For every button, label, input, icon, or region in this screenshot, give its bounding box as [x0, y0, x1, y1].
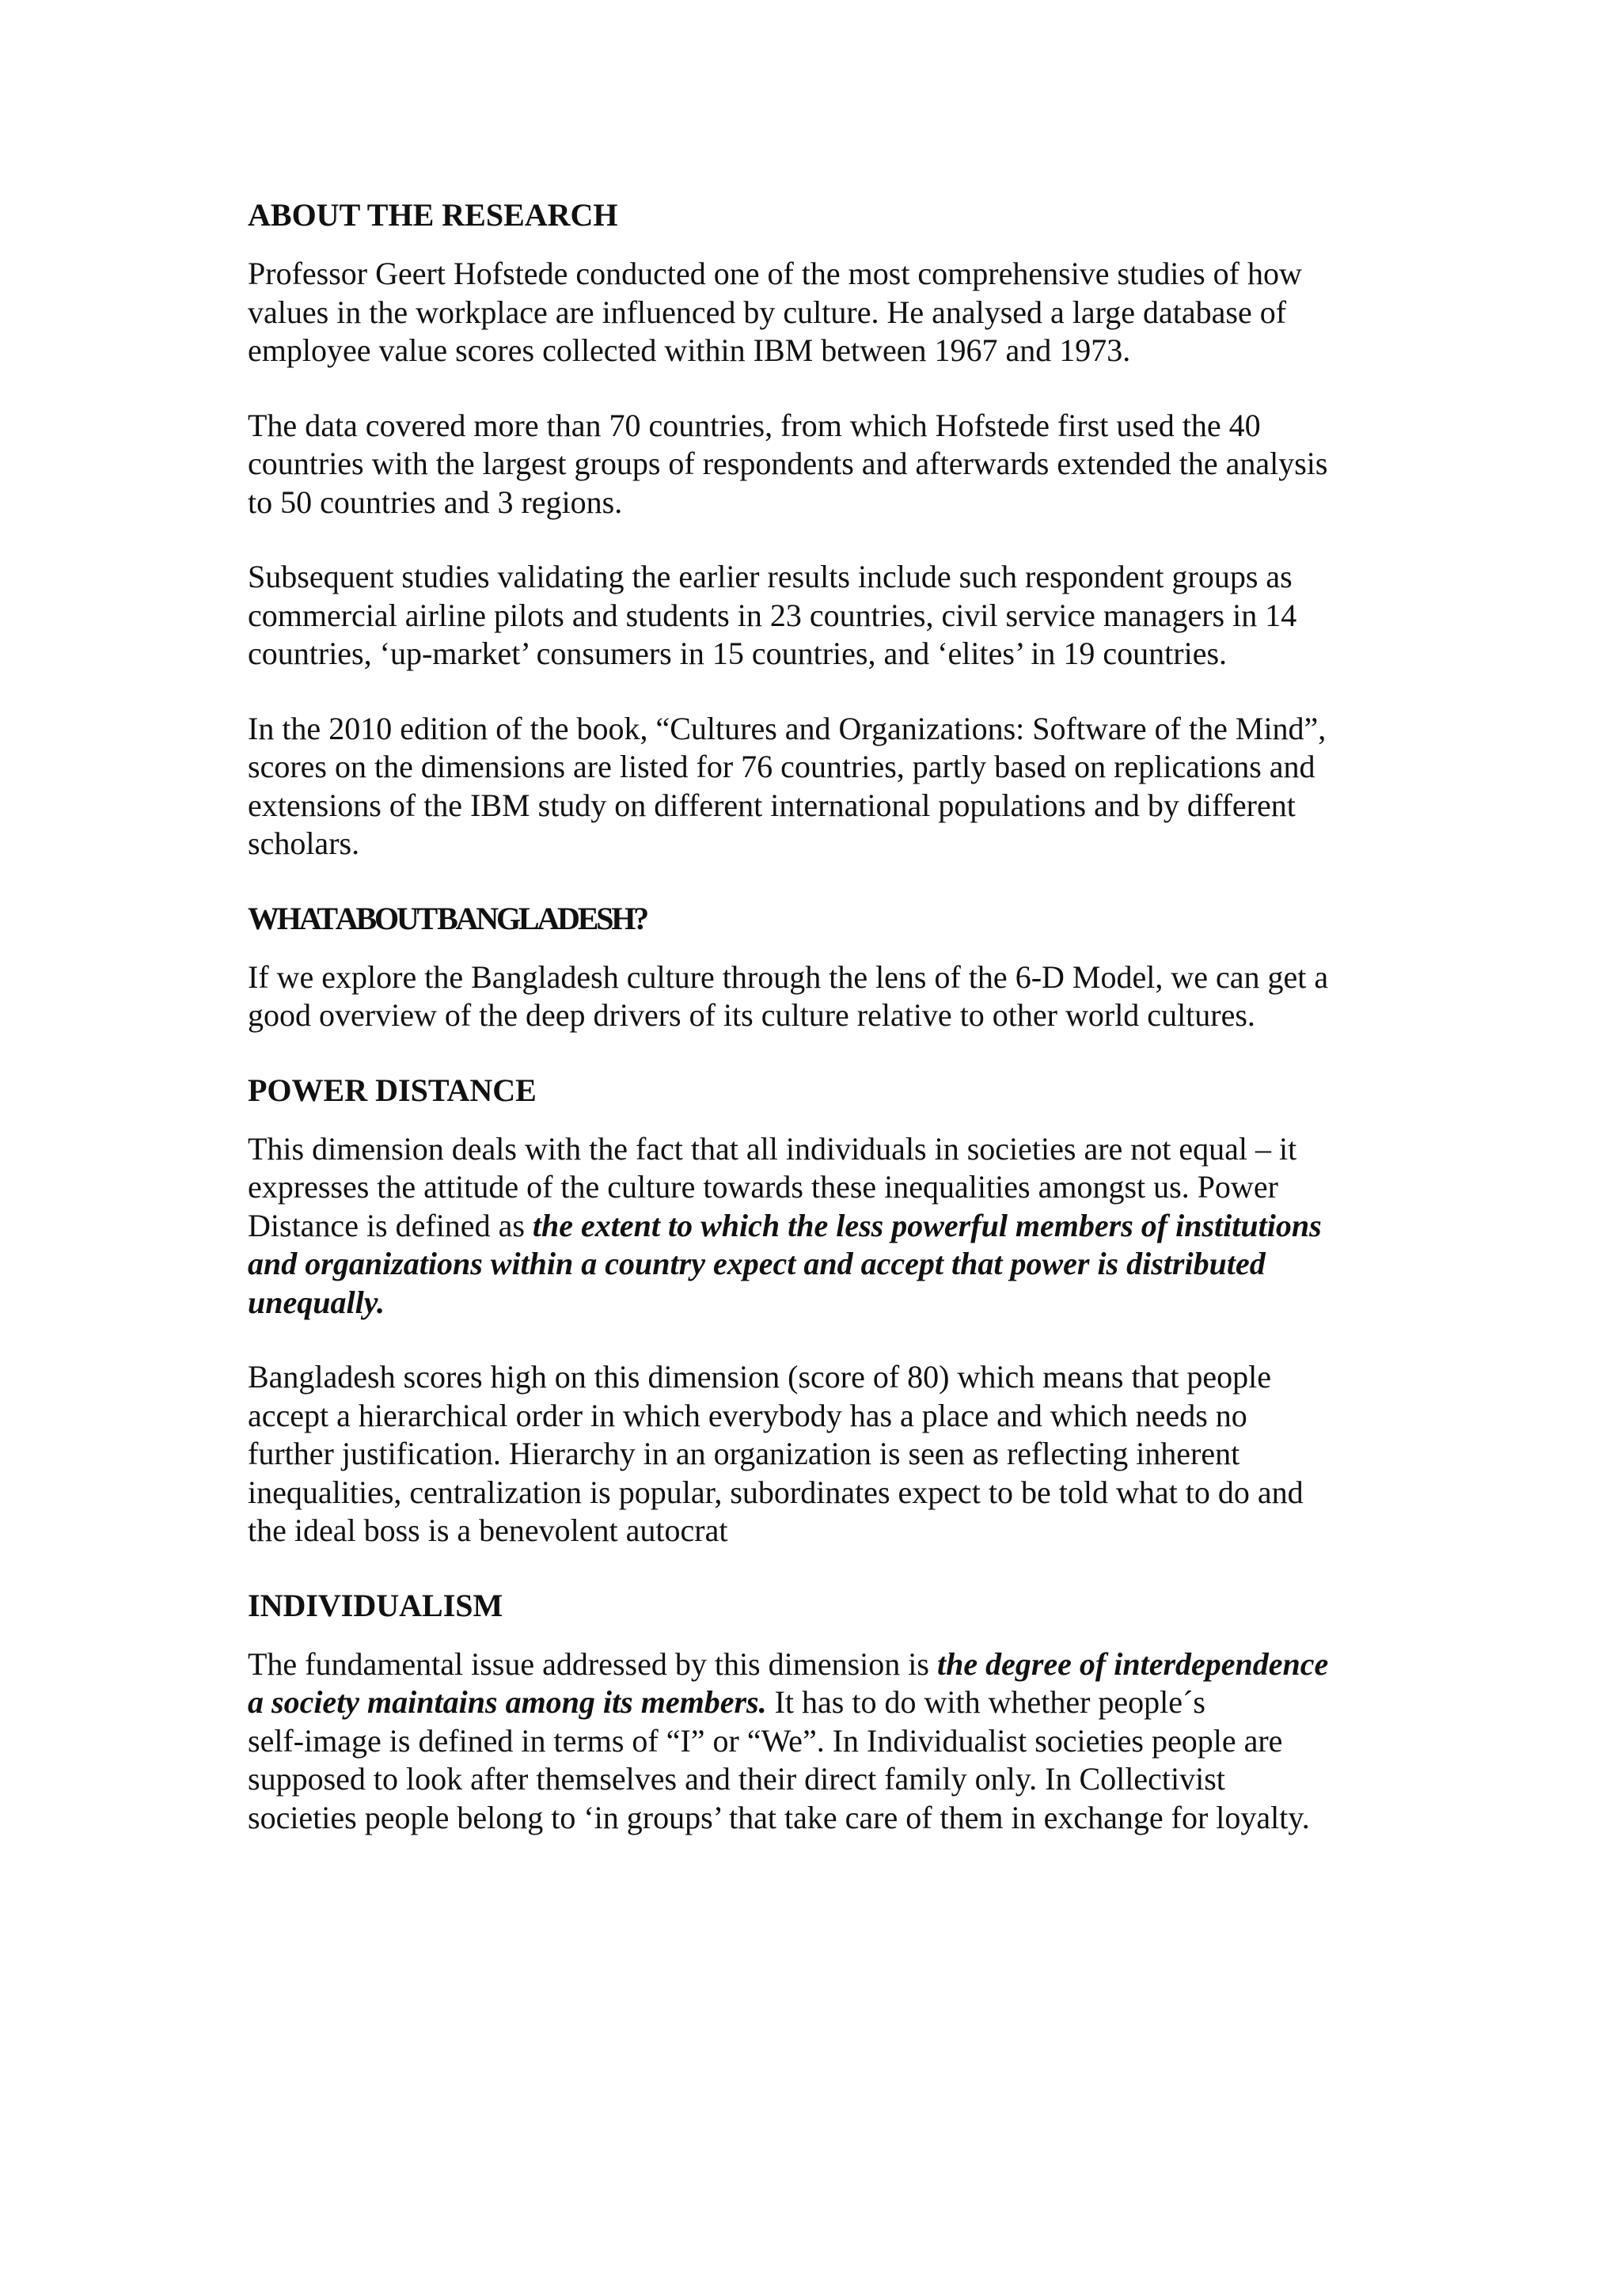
text-line: the ideal boss is a benevolent autocrat [248, 1512, 728, 1548]
emphasis-text: unequally. [248, 1284, 385, 1320]
paragraph-bangladesh-1 [248, 958, 1388, 1035]
text-line: extensions of the IBM study on different international populations and by different [248, 787, 1296, 823]
text-line: inequalities, centralization is popular, subordinates expect to be told what to do and [248, 1474, 1304, 1510]
emphasis-text: a society maintains among its members. [248, 1684, 767, 1720]
text-line [248, 1645, 1388, 1684]
section-heading-bangladesh: WHAT ABOUT BANGLADESH? [248, 900, 647, 936]
text-line: expresses the attitude of the culture towards these inequalities amongst us. Power [248, 1169, 1278, 1205]
text-run: It has to do with whether people´s [766, 1684, 1205, 1720]
section-heading-power-distance: POWER DISTANCE [248, 1072, 537, 1108]
paragraph-about-2 [248, 407, 1388, 522]
paragraph-individualism-1 [248, 1645, 1388, 1838]
text-line: supposed to look after themselves and their direct family only. In Collectivist [248, 1761, 1225, 1797]
text-line: countries, ‘up-market’ consumers in 15 countries, and ‘elites’ in 19 countries. [248, 636, 1228, 671]
text-line: accept a hierarchical order in which everybody has a place and which needs no [248, 1397, 1247, 1433]
text-line: This dimension deals with the fact that all individuals in societies are not equal – it [248, 1130, 1297, 1167]
paragraph-about-1 [248, 255, 1388, 370]
text-line [248, 1207, 1388, 1246]
text-line: self-image is defined in terms of “I” or “We”. In Individualist societies people are [248, 1722, 1283, 1759]
text-line: scores on the dimensions are listed for 76 countries, partly based on replications and [248, 749, 1315, 784]
text-line: values in the workplace are influenced by culture. He analysed a large database of [248, 294, 1287, 330]
text-run: Distance is defined as [248, 1207, 533, 1243]
text-line: countries with the largest groups of respondents and afterwards extended the analysis [248, 446, 1328, 481]
text-line: to 50 countries and 3 regions. [248, 484, 623, 520]
paragraph-about-4 [248, 710, 1388, 863]
text-line: commercial airline pilots and students in 23 countries, civil service managers in 14 [248, 597, 1297, 633]
emphasis-text: and organizations within a country expect and accept that power is distributed [248, 1246, 1266, 1281]
text-run: The fundamental issue addressed by this dimension is [248, 1645, 937, 1682]
document-page [248, 196, 1388, 1873]
section-heading-about-research: ABOUT THE RESEARCH [248, 197, 618, 233]
text-line: good overview of the deep drivers of its culture relative to other world cultures. [248, 997, 1255, 1033]
emphasis-text: the degree of interdependence [936, 1645, 1329, 1682]
emphasis-text: the extent to which the less powerful members of institutions [532, 1207, 1322, 1243]
text-line: Professor Geert Hofstede conducted one of the most comprehensive studies of how [248, 256, 1302, 291]
text-line: further justification. Hierarchy in an organization is seen as reflecting inherent [248, 1436, 1240, 1471]
text-line: Bangladesh scores high on this dimension (score of 80) which means that people [248, 1359, 1272, 1395]
section-heading-individualism: INDIVIDUALISM [248, 1587, 503, 1623]
text-line: In the 2010 edition of the book, “Cultures and Organizations: Software of the Mind”, [248, 710, 1327, 746]
paragraph-power-distance-2 [248, 1358, 1388, 1550]
text-line: Subsequent studies validating the earlier results include such respondent groups as [248, 559, 1293, 594]
text-line: societies people belong to ‘in groups’ that take care of them in exchange for loyalty. [248, 1799, 1310, 1835]
text-line: scholars. [248, 825, 360, 861]
text-line: The data covered more than 70 countries, from which Hofstede first used the 40 [248, 407, 1261, 443]
paragraph-about-3 [248, 558, 1388, 674]
text-line [248, 1683, 1388, 1722]
text-line: If we explore the Bangladesh culture through the lens of the 6-D Model, we can get a [248, 958, 1329, 995]
paragraph-power-distance-1 [248, 1130, 1388, 1323]
text-line: employee value scores collected within IBM between 1967 and 1973. [248, 332, 1131, 368]
